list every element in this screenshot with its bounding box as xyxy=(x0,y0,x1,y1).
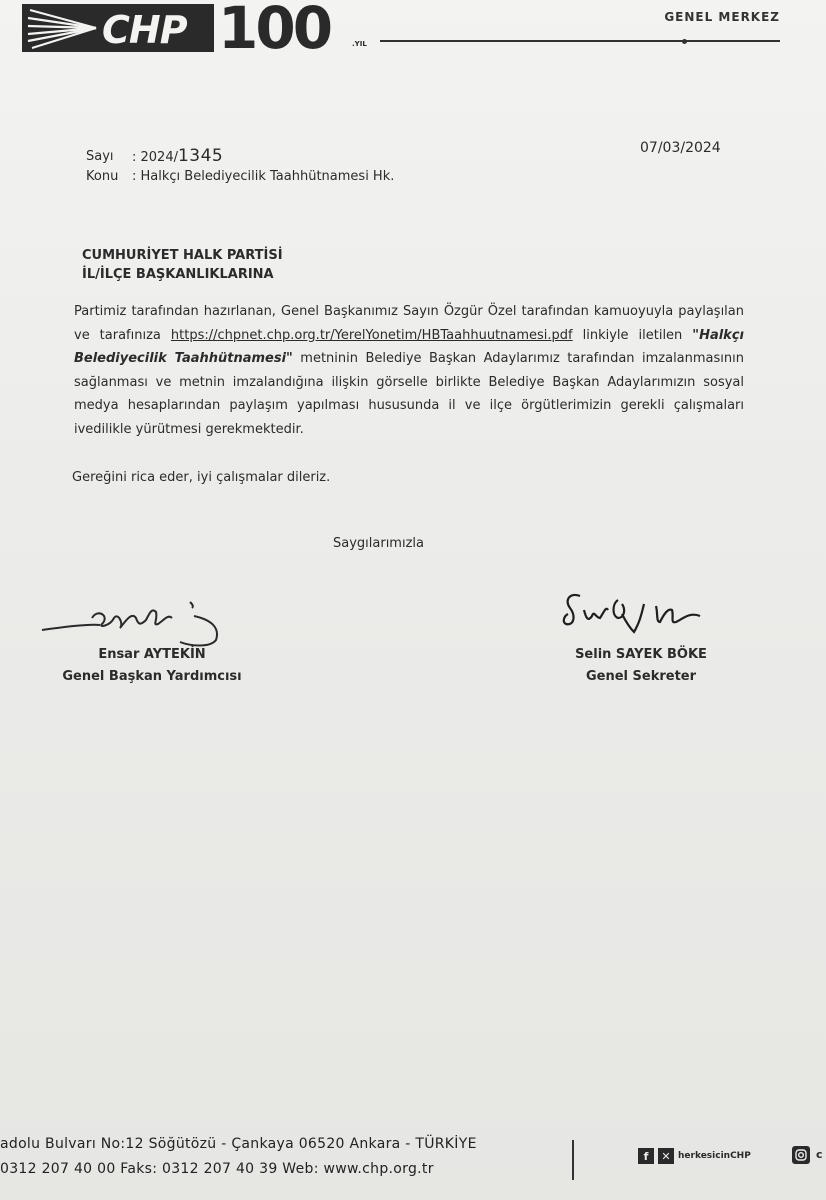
office-label: GENEL MERKEZ xyxy=(664,10,780,24)
closing-line: Gereğini rica eder, iyi çalışmalar dileriz. xyxy=(72,470,331,485)
regards: Saygılarımızla xyxy=(333,536,424,551)
sayi-handwritten: 1345 xyxy=(177,146,224,166)
letter-date: 07/03/2024 xyxy=(640,140,721,156)
body-text-3: metninin Belediye Başkan Adaylarımız tarafından imzalanmasının sağlanması ve metnin imzalandığına ilişkin görselle birlikte Belediye Başkan Adaylarımızın sosyal medya hesaplarından paylaşım yapılması hususunda il ve ilçe örgütlerimizin gerekli çalışmaları ivedilikle yürütmesi gerekmektedir. xyxy=(74,351,744,437)
body-text-1: Partimiz tarafından hazırlanan, Genel Başkanımız Sayın Özgür Özel tarafından kamuoyuyla paylaşılan ve tarafınıza xyxy=(74,304,744,343)
social-handle-partial: c xyxy=(816,1148,823,1161)
sayi-label: Sayı xyxy=(86,149,114,164)
signer-right-title: Genel Sekreter xyxy=(585,669,697,684)
letter-meta xyxy=(86,147,394,186)
konu-value: : Halkçı Belediyecilik Taahhütnamesi Hk. xyxy=(132,169,395,184)
signer-left-title: Genel Başkan Yardımcısı xyxy=(62,669,242,684)
sayi-value: : 2024/1345 xyxy=(132,146,224,166)
footer-address xyxy=(0,1132,477,1182)
footer-contact-line: 0312 207 40 00 Faks: 0312 207 40 39 Web: www.chp.org.tr xyxy=(0,1161,434,1177)
footer-divider xyxy=(572,1140,574,1180)
logo-100-years: 100 xyxy=(218,0,331,62)
social-links xyxy=(638,1148,751,1164)
signer-right-name: Selin SAYEK BÖKE xyxy=(575,647,707,662)
signer-right xyxy=(566,644,716,688)
facebook-icon[interactable]: f xyxy=(638,1148,654,1164)
body-text-2: linkiyle iletilen xyxy=(572,327,693,343)
chp-logo xyxy=(22,4,214,52)
header-divider xyxy=(380,40,780,42)
logo-text: CHP xyxy=(102,8,187,52)
signature-right xyxy=(560,588,730,644)
signature-left xyxy=(40,598,250,648)
recipient-line-1: CUMHURİYET HALK PARTİSİ xyxy=(82,248,283,263)
document-title: "Halkçı Belediyecilik Taahhütnamesi" xyxy=(74,327,744,366)
body-paragraph xyxy=(74,300,744,441)
logo-yil: .YIL xyxy=(352,40,367,48)
recipient-line-2: İL/İLÇE BAŞKANLIKLARINA xyxy=(82,267,274,282)
konu-label: Konu xyxy=(86,169,119,184)
social-handle: herkesicinCHP xyxy=(678,1151,751,1161)
pdf-link[interactable]: https://chpnet.chp.org.tr/YerelYonetim/HBTaahhuutnamesi.pdf xyxy=(170,327,573,343)
x-twitter-icon[interactable]: ✕ xyxy=(658,1148,674,1164)
recipient xyxy=(82,246,283,284)
six-arrows-icon xyxy=(24,6,98,50)
signer-left xyxy=(62,644,242,688)
instagram-icon[interactable] xyxy=(792,1146,810,1164)
footer-address-line: adolu Bulvarı No:12 Söğütözü - Çankaya 06520 Ankara - TÜRKİYE xyxy=(0,1136,477,1152)
header-dot xyxy=(682,39,687,44)
signer-left-name: Ensar AYTEKİN xyxy=(98,647,206,662)
